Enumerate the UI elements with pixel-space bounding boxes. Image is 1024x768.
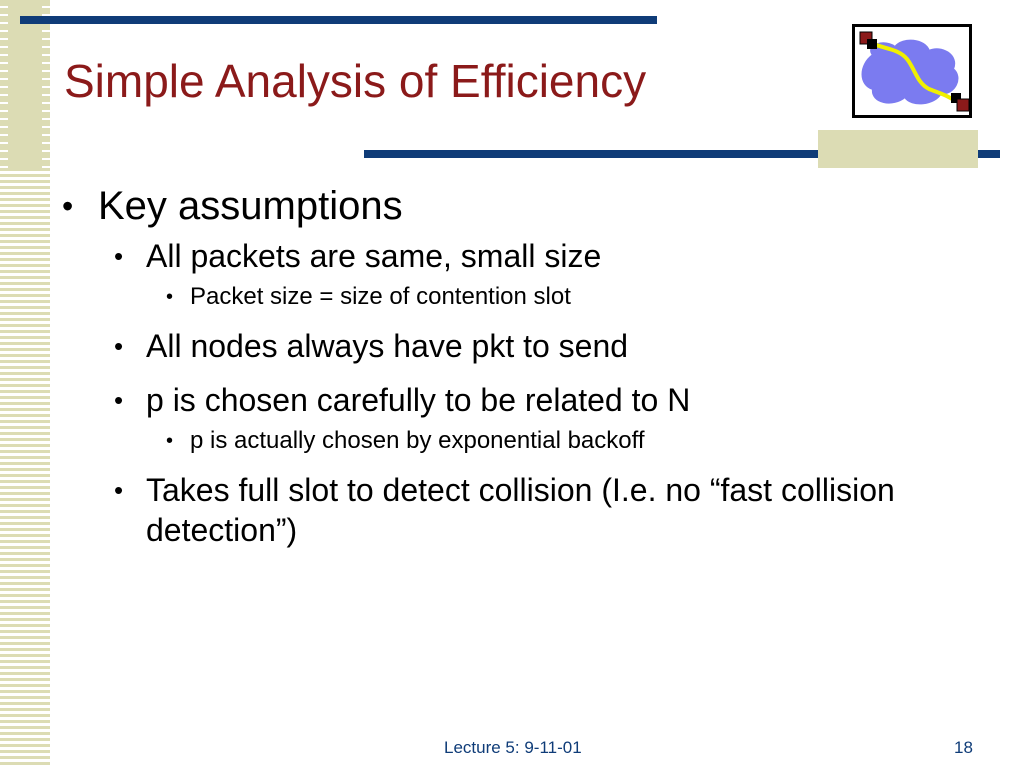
bullet-glyph: • bbox=[166, 286, 174, 308]
bullet-text: p is actually chosen by exponential backoff bbox=[190, 427, 645, 454]
bullet-text: All packets are same, small size bbox=[146, 238, 602, 274]
page-number: 18 bbox=[954, 738, 973, 757]
bullet-glyph: • bbox=[114, 331, 124, 361]
left-bar-decoration bbox=[8, 0, 42, 170]
top-rule-decoration bbox=[20, 16, 657, 24]
bullet-glyph: • bbox=[114, 241, 124, 271]
bullet-level3 bbox=[166, 282, 1002, 312]
bullet-text: p is chosen carefully to be related to N bbox=[146, 382, 691, 418]
slide-title: Simple Analysis of Efficiency bbox=[64, 55, 647, 107]
bullet-glyph: • bbox=[166, 430, 174, 452]
bullet-text: Packet size = size of contention slot bbox=[190, 283, 571, 310]
bullet-text: All nodes always have pkt to send bbox=[146, 328, 629, 364]
footer-lecture-label: Lecture 5: 9-11-01 bbox=[444, 738, 582, 757]
bullet-text: Takes full slot to detect collision (I.e. no “fast collision detection”) bbox=[146, 472, 895, 548]
bullet-level3 bbox=[166, 426, 1002, 456]
network-cloud-icon bbox=[852, 24, 972, 118]
bullet-glyph: • bbox=[62, 188, 74, 224]
bullet-glyph: • bbox=[114, 385, 124, 415]
bullet-glyph: • bbox=[114, 475, 124, 505]
bullet-level1 bbox=[62, 182, 1002, 230]
bullet-text: Key assumptions bbox=[98, 184, 403, 228]
tan-block-decoration bbox=[818, 130, 978, 168]
slide-content bbox=[62, 182, 1002, 564]
bullet-level2 bbox=[114, 326, 1002, 366]
bullet-level2 bbox=[114, 380, 1002, 420]
bullet-level2 bbox=[114, 470, 1002, 550]
bullet-level2 bbox=[114, 236, 1002, 276]
